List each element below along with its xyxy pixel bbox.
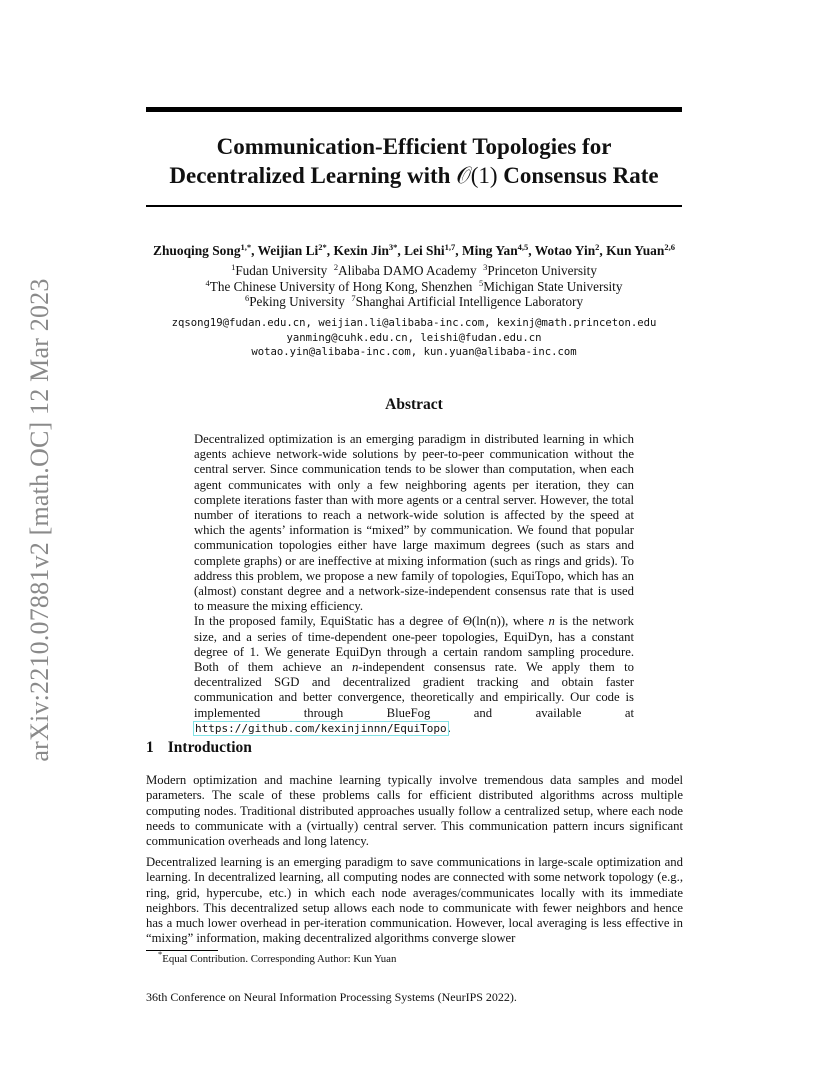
title-line-2 (146, 161, 682, 190)
abstract-text: is the network size, and a series of time-dependent one-peer topologies, EquiDyn, has a constant degree of 1. We generate EquiDyn through a certain random sampling procedure. Both of them achieve an (194, 614, 634, 675)
title-bottom-rule (146, 205, 682, 207)
aff-sup: 3 (483, 262, 488, 272)
section-heading (146, 739, 252, 757)
abstract-text: . (447, 720, 451, 735)
abstract-math-n: n (352, 660, 359, 675)
title-math: 𝒪(1) (456, 163, 498, 188)
affiliation-line-1 (120, 263, 708, 279)
aff-sup: 1 (231, 262, 236, 272)
affiliation: Fudan University (235, 263, 328, 278)
abstract-paragraph-2 (194, 614, 634, 736)
author-list: Zhuoqing Song$^{1,*}$, Weijian $Li^{2*}$, Kexin Jin$^{3*}$, Lei Shi$^{1,7}$, Ming Yan$^{4,5}$, Wotao Yin$^2$, Kun Yuan$^{2,6}$ (153, 242, 675, 258)
affiliation: The Chinese University of Hong Kong, Shenzhen (209, 279, 473, 294)
email-line-3: wotao.yin@alibaba-inc.com, kun.yuan@alibaba-inc.com (251, 346, 577, 358)
author-sup: 1,7 (444, 242, 456, 252)
footnote (158, 949, 397, 965)
affiliation: Peking University (249, 294, 345, 309)
author-name: Wotao Yin (534, 243, 596, 258)
title-top-rule (146, 107, 682, 112)
affiliation-line-3 (120, 294, 708, 310)
author-sup: 2,6 (664, 242, 675, 252)
abstract-paragraph-1: Decentralized optimization is an emerging paradigm in distributed learning in which agents achieve network-wide solutions by peer-to-peer communication without the central server. Since communication tends to be slower than computation, when each agent communicates with only a few neighboring agents per iteration, they can complete iterations faster than with more agents or a central server. However, the total number of iterations to reach a network-wide solution is affected by the speed at which the agents’ information is “mixed” by communication. We found that popular communication topologies either have large maximum degrees (such as stars and complete graphs) or are ineffective at mixing information (such as rings and grids). To address this problem, we propose a new family of topologies, EquiTopo, which has an (almost) constant degree and a network-size-independent consensus rate that is used to measure the mixing efficiency. (194, 432, 634, 614)
aff-sup: 2 (333, 262, 339, 272)
email-line-1: zqsong19@fudan.edu.cn, weijian.li@alibaba-inc.com, kexinj@math.princeton.edu (171, 317, 657, 329)
title-text: Decentralized Learning with (169, 163, 457, 188)
affiliation-line-2 (120, 279, 708, 295)
footnote-text: Equal Contribution. Corresponding Author: Kun Yuan (162, 953, 397, 965)
author-name: Weijian Li (257, 243, 319, 258)
author-sup: 3* (388, 242, 398, 252)
aff-sup: 6 (244, 293, 250, 303)
affiliation: Shanghai Artificial Intelligence Laboratory (355, 294, 584, 309)
abstract-text: In the proposed family, EquiStatic has a degree of (194, 614, 463, 629)
affiliation: Michigan State University (483, 279, 623, 294)
conference-note: 36th Conference on Neural Information Processing Systems (NeurIPS 2022). (146, 990, 517, 1004)
abstract-text: -independent consensus rate. We apply them to decentralized SGD and decentralized gradient tracking and obtain faster communication and better convergence, theoretically and empirically. Our code is implemented through BlueFog and available at (194, 660, 634, 720)
abstract-text: , where (505, 614, 549, 629)
author-sup: 1,* (240, 242, 252, 252)
author-sup: 2* (318, 242, 327, 252)
footnote-mark: * (158, 949, 163, 959)
arxiv-identifier: arXiv:2210.07881v2 [math.OC] 12 Mar 2023 (25, 278, 54, 762)
author-name: Lei Shi (404, 243, 445, 258)
aff-sup: 5 (479, 278, 484, 288)
section-number: 1 (146, 739, 154, 756)
footnote-rule (146, 950, 218, 951)
author-sup: 2 (595, 242, 600, 252)
email-line-2: yanming@cuhk.edu.cn, leishi@fudan.edu.cn (286, 332, 542, 344)
affiliation: Alibaba DAMO Academy (338, 263, 477, 278)
abstract-body (194, 432, 634, 736)
affiliation: Princeton University (487, 263, 597, 278)
intro-paragraph-2: Decentralized learning is an emerging paradigm to save communications in large-scale optimization and learning. In decentralized learning, all computing nodes are connected with some network topology (e.g., ring, grid, hypercube, etc.) in which each node averages/communicates locally with its immediate neighbors. This decentralized setup allows each node to communicate with fewer neighbors and hence has a much lower overhead in per-iteration communication. However, local averaging is less effective in “mixing” information, making decentralized algorithms converge slower (146, 855, 683, 946)
code-repository-link[interactable]: https://github.com/kexinjinnn/EquiTopo (195, 721, 447, 735)
abstract-heading: Abstract (385, 396, 443, 413)
intro-paragraph-1: Modern optimization and machine learning typically involve tremendous data samples and model parameters. The scale of these problems calls for efficient distributed algorithms across multiple computing nodes. Traditional distributed approaches usually follow a centralized setup, where each node needs to communicate with a (virtually) central server. This communication pattern incurs significant communication overheads and long latency. (146, 773, 683, 849)
author-sup: 4,5 (517, 242, 529, 252)
author-name: Ming Yan (461, 243, 518, 258)
title-text-end: Consensus Rate (497, 163, 659, 188)
title-line-1: Communication-Efficient Topologies for (216, 134, 612, 159)
section-title: Introduction (167, 739, 252, 756)
abstract-math: Θ(ln(n)) (462, 614, 506, 629)
aff-sup: 7 (351, 293, 356, 303)
aff-sup: 4 (205, 278, 210, 288)
author-name: Zhuoqing Song (153, 243, 241, 258)
abstract-math-n: n (548, 614, 555, 629)
author-name: Kexin Jin (333, 243, 389, 258)
paper-title (146, 132, 682, 190)
author-name: Kun Yuan (606, 243, 665, 258)
